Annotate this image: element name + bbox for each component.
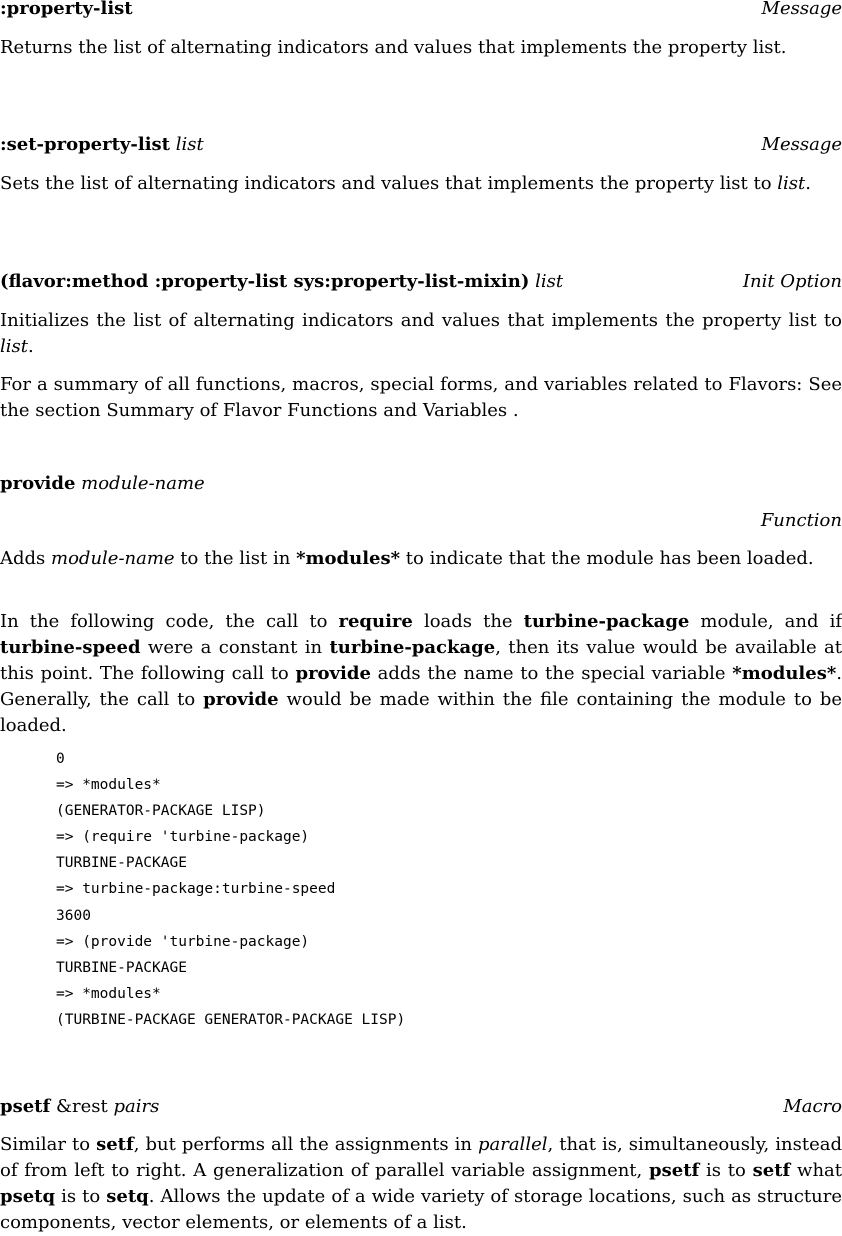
entry-description: Sets the list of alternating indicators and values that implements the property list to list. xyxy=(0,173,811,194)
entry-kind-row xyxy=(0,508,842,534)
entry-description xyxy=(0,1132,842,1236)
text-run: , then its value would be available at this point. The following call to xyxy=(0,637,842,684)
text-run: setf xyxy=(96,1134,134,1155)
text-run: setf xyxy=(752,1160,791,1181)
entry-description: Initializes the list of alternating indicators and values that implements the property list to list. xyxy=(0,310,842,357)
text-run: psetq xyxy=(0,1186,56,1207)
text-run: . Allows the update of a wide variety of storage locations, such as structure components, vector elements, or elements of a list. xyxy=(0,1186,842,1233)
entry-header-psetf xyxy=(0,1094,842,1120)
text-run: were a constant in xyxy=(140,637,330,658)
text-run: psetf xyxy=(649,1160,700,1181)
entry-header-provide xyxy=(0,471,842,497)
text-run: turbine-package xyxy=(523,611,690,632)
text-run: what xyxy=(790,1160,842,1181)
text-run: turbine-package xyxy=(329,637,496,658)
text-run: provide xyxy=(203,689,279,710)
entry-name: provide xyxy=(0,473,76,494)
text-run: Similar to xyxy=(0,1134,97,1155)
text-run: require xyxy=(338,611,413,632)
entry-kind: Function xyxy=(760,510,842,531)
text-run: *modules* xyxy=(732,663,837,684)
text-run: setq xyxy=(106,1186,149,1207)
example-explanation xyxy=(0,609,842,739)
text-run: provide xyxy=(295,663,371,684)
entry-name: (flavor:method :property-list sys:property-list-mixin) xyxy=(0,271,530,292)
text-run: loads the xyxy=(412,611,524,632)
text-run: is to xyxy=(699,1160,753,1181)
text-run: In the following code, the call to xyxy=(0,611,339,632)
entry-kind: Message xyxy=(761,0,842,19)
entry-argument: module-name xyxy=(81,473,205,494)
entry-argument: pairs xyxy=(113,1096,160,1117)
entry-name: psetf xyxy=(0,1096,51,1117)
entry-kind: Macro xyxy=(783,1096,842,1117)
entry-header-set-property-list xyxy=(0,132,842,158)
lambda-keyword: &rest xyxy=(55,1096,108,1117)
text-run: , that is, simultaneously, instead of from left to right. A generalization of parallel variable assignment, xyxy=(0,1134,842,1181)
code-example: 0 => *modules* (GENERATOR-PACKAGE LISP) => (require 'turbine-package) TURBINE-PACKAGE => turbine-package:turbine-speed 3600 => (provide 'turbine-package) TURBINE-PACKAGE => *modules* (TURBINE-PACKAGE GENERATOR-PACKAGE LISP) xyxy=(56,751,406,1028)
text-run: turbine-speed xyxy=(0,637,141,658)
text-run: parallel xyxy=(477,1134,548,1155)
text-run: , but performs all the assignments in xyxy=(133,1134,478,1155)
entry-description: Returns the list of alternating indicators and values that implements the property list. xyxy=(0,37,787,58)
text-run: is to xyxy=(55,1186,107,1207)
text-run: adds the name to the special variable xyxy=(370,663,733,684)
cross-reference-paragraph: For a summary of all functions, macros, special forms, and variables related to Flavors: See the section Summary of Flavor Functions and Variables . xyxy=(0,374,842,421)
entry-kind: Message xyxy=(761,134,842,155)
entry-header-init-option xyxy=(0,269,842,295)
entry-name: :set-property-list xyxy=(0,134,170,155)
entry-argument: list xyxy=(535,271,564,292)
entry-header-property-list xyxy=(0,0,842,22)
entry-name: :property-list xyxy=(0,0,133,19)
text-run: module, and if xyxy=(689,611,842,632)
entry-argument: list xyxy=(175,134,204,155)
entry-kind: Init Option xyxy=(742,271,842,292)
entry-description: Adds module-name to the list in *modules* to indicate that the module has been loaded. xyxy=(0,548,814,569)
text-run: . Generally, the call to xyxy=(0,663,842,710)
text-run: would be made within the file containing the module to be loaded. xyxy=(0,689,842,736)
